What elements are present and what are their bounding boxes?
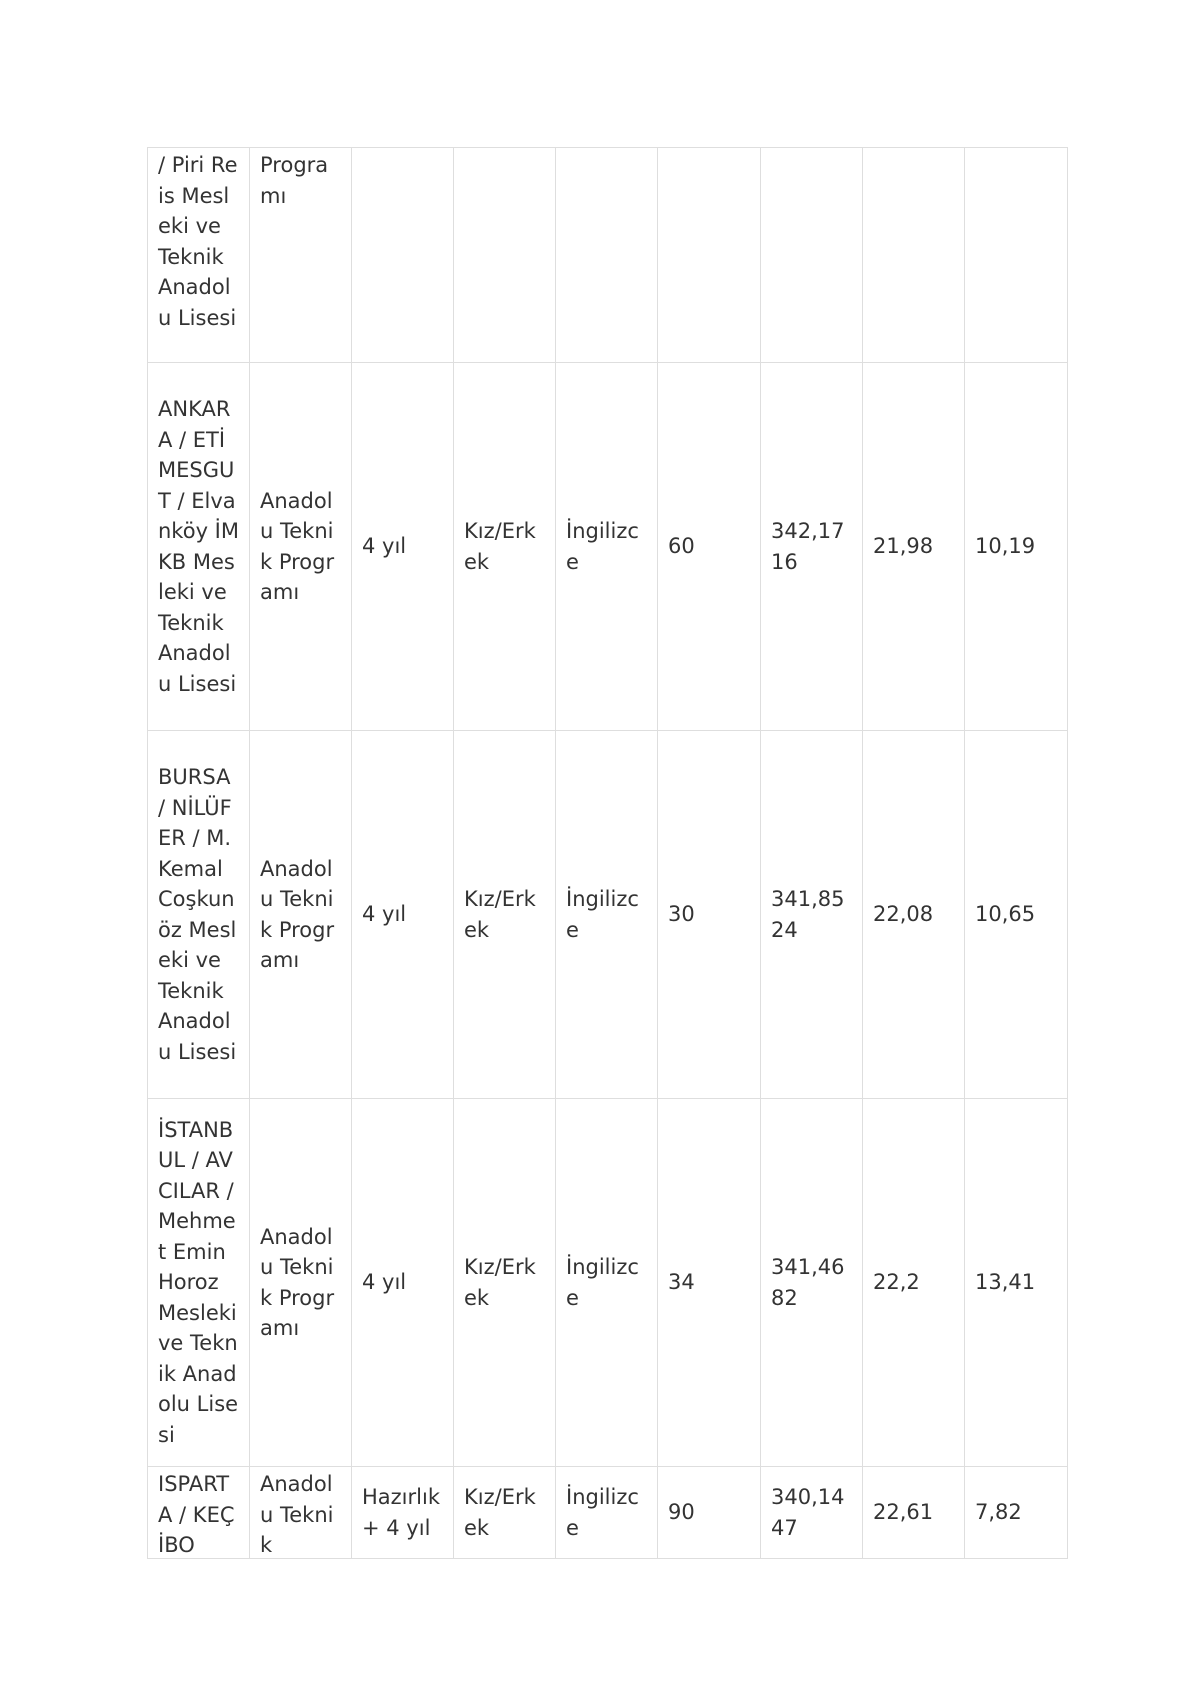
school-name-cell: / Piri Reis Mesleki ve Teknik Anadolu Lisesi — [148, 148, 250, 363]
score-cell: 342,1716 — [761, 363, 863, 731]
table-row — [148, 1099, 1068, 1467]
duration-cell: 4 yıl — [352, 363, 454, 731]
gender-cell: Kız/Erkek — [454, 731, 556, 1099]
percentile-a-cell: 22,61 — [863, 1467, 965, 1559]
score-cell: 340,1447 — [761, 1467, 863, 1559]
quota-cell — [658, 148, 761, 363]
percentile-b-cell — [965, 148, 1068, 363]
gender-cell: Kız/Erkek — [454, 363, 556, 731]
percentile-b-cell: 7,82 — [965, 1467, 1068, 1559]
program-cell — [250, 1467, 352, 1559]
school-name-cell: ANKARA / ETİMESGUT / Elvanköy İMKB Mesleki ve Teknik Anadolu Lisesi — [148, 363, 250, 731]
program-cell: Anadolu Teknik Programı — [250, 1099, 352, 1467]
duration-cell: 4 yıl — [352, 1099, 454, 1467]
percentile-a-cell: 22,2 — [863, 1099, 965, 1467]
table-row — [148, 363, 1068, 731]
gender-cell: Kız/Erkek — [454, 1099, 556, 1467]
score-cell: 341,4682 — [761, 1099, 863, 1467]
school-name-cell: İSTANBUL / AVCILAR / Mehmet Emin Horoz Mesleki ve Teknik Anadolu Lisesi — [148, 1099, 250, 1467]
table-row — [148, 731, 1068, 1099]
language-cell — [556, 148, 658, 363]
language-cell: İngilizce — [556, 363, 658, 731]
gender-cell — [454, 148, 556, 363]
gender-cell: Kız/Erkek — [454, 1467, 556, 1559]
duration-cell — [352, 148, 454, 363]
duration-cell: Hazırlık + 4 yıl — [352, 1467, 454, 1559]
language-cell: İngilizce — [556, 1099, 658, 1467]
percentile-a-cell: 21,98 — [863, 363, 965, 731]
percentile-a-cell: 22,08 — [863, 731, 965, 1099]
percentile-b-cell: 10,65 — [965, 731, 1068, 1099]
language-cell: İngilizce — [556, 731, 658, 1099]
school-table — [147, 147, 1068, 1559]
school-name-cell — [148, 1467, 250, 1559]
quota-cell: 30 — [658, 731, 761, 1099]
quota-cell: 60 — [658, 363, 761, 731]
percentile-b-cell: 10,19 — [965, 363, 1068, 731]
program-text: Anadolu Teknik — [260, 1472, 334, 1555]
score-cell — [761, 148, 863, 363]
quota-cell: 90 — [658, 1467, 761, 1559]
percentile-b-cell: 13,41 — [965, 1099, 1068, 1467]
percentile-a-cell — [863, 148, 965, 363]
school-name-cell: BURSA / NİLÜFER / M. Kemal Coşkunöz Mesleki ve Teknik Anadolu Lisesi — [148, 731, 250, 1099]
quota-cell: 34 — [658, 1099, 761, 1467]
table-row — [148, 1467, 1068, 1559]
school-name-text: ISPARTA / KEÇİBO — [158, 1472, 235, 1555]
score-cell: 341,8524 — [761, 731, 863, 1099]
program-cell: Anadolu Teknik Programı — [250, 363, 352, 731]
duration-cell: 4 yıl — [352, 731, 454, 1099]
program-cell: Programı — [250, 148, 352, 363]
program-cell: Anadolu Teknik Programı — [250, 731, 352, 1099]
language-cell: İngilizce — [556, 1467, 658, 1559]
table-row — [148, 148, 1068, 363]
